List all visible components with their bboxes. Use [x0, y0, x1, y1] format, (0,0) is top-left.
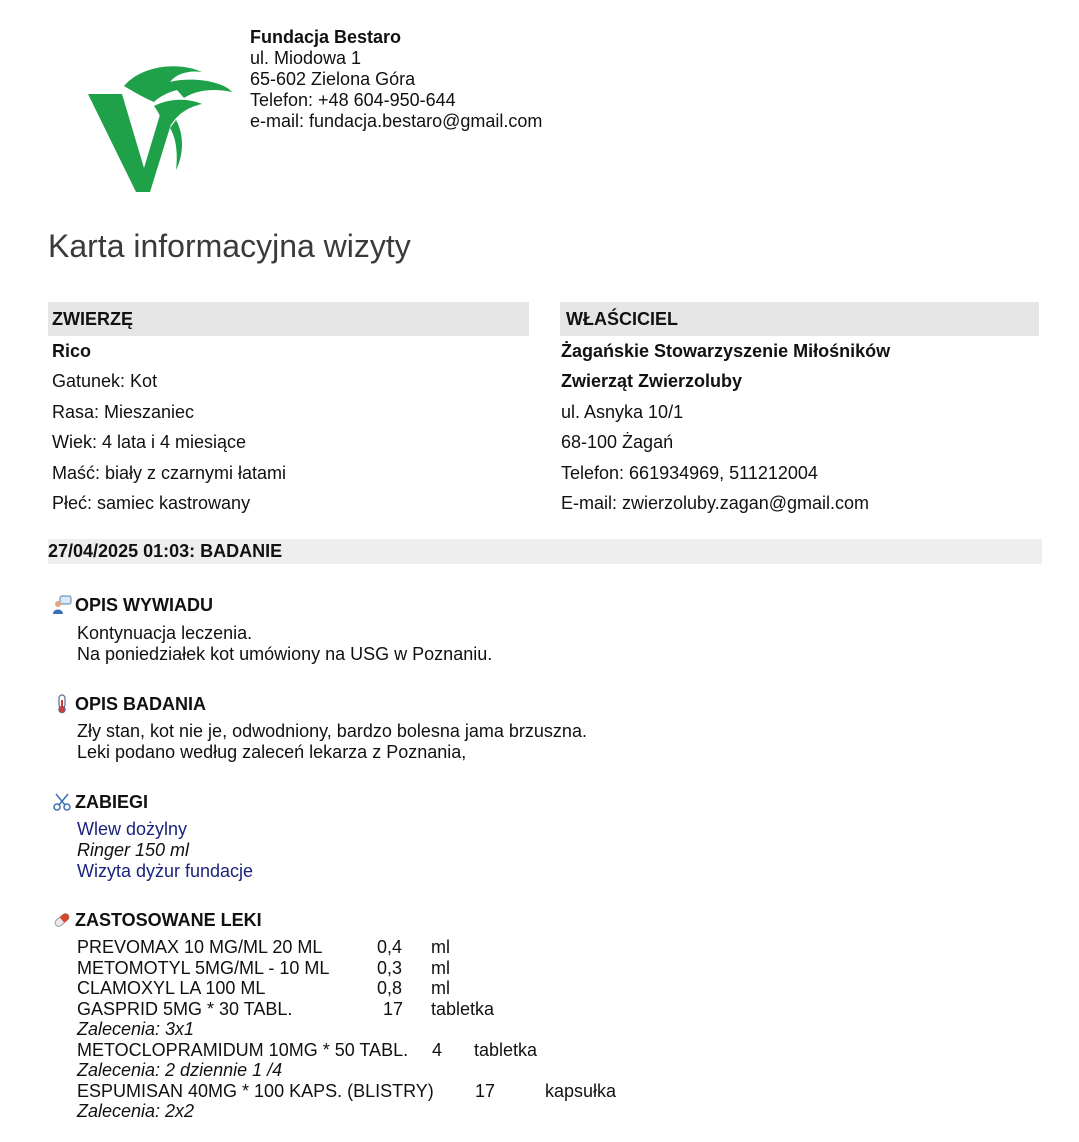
owner-name-line1: Żagańskie Stowarzyszenie Miłośników: [561, 341, 891, 361]
organization-email: e-mail: fundacja.bestaro@gmail.com: [250, 111, 543, 131]
examination-body: [77, 721, 587, 763]
interview-line-1: Kontynuacja leczenia.: [77, 623, 253, 643]
visit-header: 27/04/2025 01:03: BADANIE: [48, 539, 1042, 564]
animal-sex: Płeć: samiec kastrowany: [52, 493, 251, 514]
organization-phone: Telefon: +48 604-950-644: [250, 90, 456, 110]
medication-name: METOMOTYL 5MG/ML - 10 ML: [77, 957, 330, 978]
examination-title: [52, 693, 206, 715]
examination-line-2: Leki podano według zaleceń lekarza z Poznania,: [77, 742, 467, 762]
medication-unit: ml: [431, 957, 450, 978]
procedure-item-1: Wlew dożylny: [77, 819, 188, 839]
interview-title-text: OPIS WYWIADU: [75, 595, 213, 615]
medication-qty: 0,3: [377, 957, 403, 978]
medication-qty: 17: [475, 1080, 496, 1101]
medication-qty: 4: [432, 1039, 443, 1060]
thermometer-icon: [52, 694, 72, 714]
medication-row: [77, 937, 450, 958]
interview-body: [77, 623, 492, 665]
interview-icon: [52, 595, 72, 615]
owner-section-header: WŁAŚCICIEL: [560, 302, 1039, 336]
medication-qty: 0,4: [377, 937, 403, 957]
medication-unit: ml: [431, 978, 450, 998]
animal-section-header: ZWIERZĘ: [48, 302, 529, 336]
examination-title-text: OPIS BADANIA: [75, 694, 207, 714]
interview-title: [52, 594, 213, 616]
organization-name: Fundacja Bestaro: [250, 27, 402, 47]
medication-row: [77, 978, 450, 999]
medications-title-text: ZASTOSOWANE LEKI: [75, 910, 262, 930]
animal-color: Maść: biały z czarnymi łatami: [52, 462, 287, 483]
medication-row: [77, 957, 450, 979]
organization-info: [250, 27, 542, 132]
medication-recommendation: Zalecenia: 3x1: [77, 1019, 195, 1039]
owner-phone: Telefon: 661934969, 511212004: [561, 462, 818, 483]
animal-age: Wiek: 4 lata i 4 miesiące: [52, 432, 247, 453]
pill-icon: [52, 910, 72, 930]
owner-name-line2: Zwierząt Zwierzoluby: [561, 371, 743, 392]
organization-city: 65-602 Zielona Góra: [250, 69, 416, 89]
medication-unit: kapsułka: [545, 1080, 617, 1101]
medications-title: [52, 909, 262, 931]
medication-recommendation: Zalecenia: 2x2: [77, 1101, 195, 1121]
medication-name: ESPUMISAN 40MG * 100 KAPS. (BLISTRY): [77, 1080, 434, 1101]
examination-line-1: Zły stan, kot nie je, odwodniony, bardzo bolesna jama brzuszna.: [77, 721, 587, 741]
document-title: Karta informacyjna wizyty: [48, 228, 411, 264]
organization-street: ul. Miodowa 1: [250, 48, 362, 68]
medication-name: CLAMOXYL LA 100 ML: [77, 978, 266, 998]
medication-recommendation: Zalecenia: 2 dziennie 1 /4: [77, 1060, 283, 1080]
owner-street: ul. Asnyka 10/1: [561, 401, 684, 422]
medication-row: [77, 1080, 617, 1102]
animal-breed: Rasa: Mieszaniec: [52, 401, 195, 422]
owner-details: [561, 336, 890, 518]
medication-name: GASPRID 5MG * 30 TABL.: [77, 998, 293, 1019]
animal-name: Rico: [52, 341, 92, 361]
animal-details: [52, 336, 286, 518]
procedure-item-2: Wizyta dyżur fundacje: [77, 861, 254, 881]
medication-name: PREVOMAX 10 MG/ML 20 ML: [77, 937, 323, 957]
medication-qty: 17: [383, 998, 404, 1019]
animal-species: Gatunek: Kot: [52, 371, 158, 392]
procedures-title-text: ZABIEGI: [75, 792, 149, 812]
owner-email: E-mail: zwierzoluby.zagan@gmail.com: [561, 493, 870, 514]
medication-name: METOCLOPRAMIDUM 10MG * 50 TABL.: [77, 1039, 409, 1060]
medication-unit: ml: [431, 937, 450, 957]
procedure-item-1-note: Ringer 150 ml: [77, 840, 190, 860]
procedures-body: [77, 819, 253, 882]
scissors-icon: [52, 792, 72, 812]
medication-row: [77, 1039, 538, 1061]
foundation-logo: [84, 58, 234, 194]
medication-qty: 0,8: [377, 978, 403, 998]
medication-unit: tabletka: [474, 1039, 538, 1060]
procedures-title: [52, 791, 148, 813]
interview-line-2: Na poniedziałek kot umówiony na USG w Poznaniu.: [77, 644, 493, 664]
medication-unit: tabletka: [431, 998, 495, 1019]
medications-list: [77, 937, 617, 1122]
owner-city: 68-100 Żagań: [561, 432, 674, 453]
medication-row: [77, 998, 495, 1020]
